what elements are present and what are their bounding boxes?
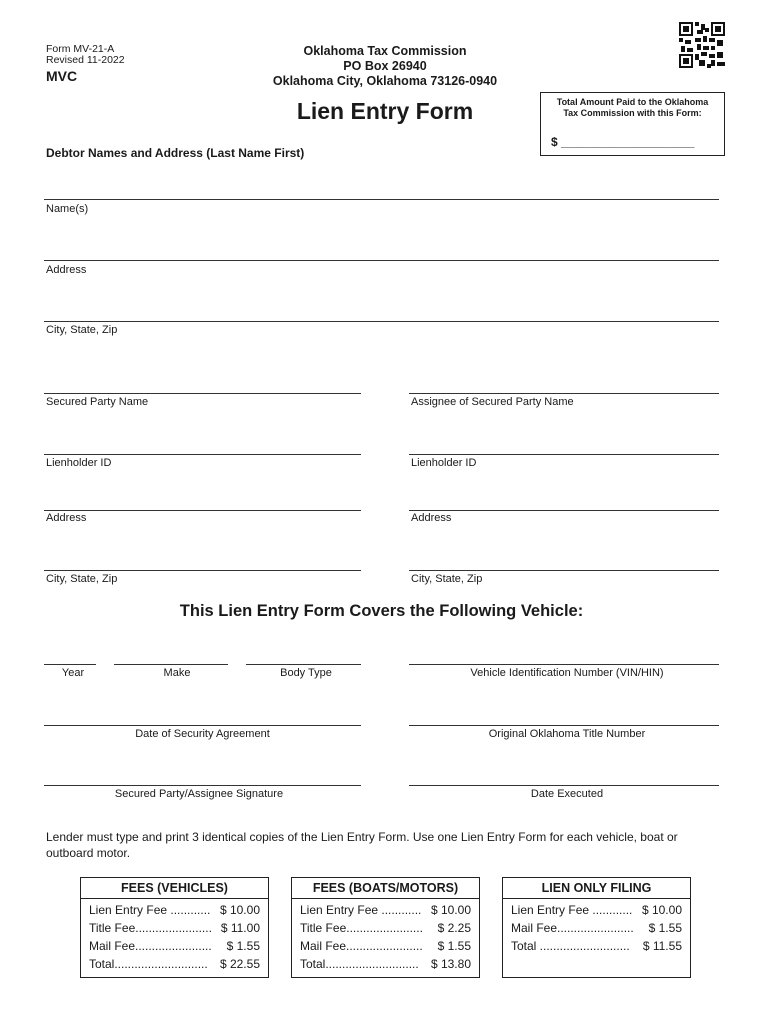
fee-amount: $ 10.00 <box>219 903 260 917</box>
fee-label: Total ........................... <box>511 939 630 953</box>
fee-row <box>292 955 479 973</box>
assignee-city-label: City, State, Zip <box>411 573 483 585</box>
fee-row <box>292 937 479 955</box>
fee-row <box>292 901 479 919</box>
city-line: Oklahoma City, Oklahoma 73126-0940 <box>272 74 498 88</box>
assignee-lienholder-label: Lienholder ID <box>411 457 477 469</box>
date-executed-line[interactable] <box>409 785 719 786</box>
fee-amount: $ 2.25 <box>437 921 471 935</box>
form-id <box>46 44 125 66</box>
security-date-label: Date of Security Agreement <box>135 728 270 740</box>
amount-label-line2: Tax Commission with this Form: <box>563 108 702 118</box>
assignee-name-label: Assignee of Secured Party Name <box>411 396 574 408</box>
debtor-names-label: Name(s) <box>46 203 89 215</box>
fee-amount: $ 10.00 <box>430 903 471 917</box>
fee-row <box>81 955 268 973</box>
fee-amount: $ 1.55 <box>226 939 260 953</box>
fee-label: Lien Entry Fee ............ <box>511 903 633 917</box>
assignee-address-label: Address <box>411 512 452 524</box>
security-date-line[interactable] <box>44 725 361 726</box>
fees-lien-only-title: LIEN ONLY FILING <box>503 878 690 899</box>
fee-label: Title Fee....................... <box>89 921 212 935</box>
fee-amount: $ 11.55 <box>642 939 682 953</box>
secured-lienholder-line[interactable] <box>44 454 361 455</box>
year-line[interactable] <box>44 664 96 665</box>
amount-label-line1: Total Amount Paid to the Oklahoma <box>556 97 709 107</box>
division-code: MVC <box>46 68 78 84</box>
instructions-line1: Lender must type and print 3 identical copies of the Lien Entry Form. Use one Lien Entry Form for each vehicle, boat or <box>46 830 678 844</box>
assignee-lienholder-line[interactable] <box>409 454 719 455</box>
fee-amount: $ 1.55 <box>437 939 471 953</box>
vin-label: Vehicle Identification Number (VIN/HIN) <box>470 667 664 679</box>
body-type-line[interactable] <box>246 664 361 665</box>
instructions-line2: outboard motor. <box>46 846 131 860</box>
fee-amount: $ 13.80 <box>430 957 471 971</box>
assignee-city-line[interactable] <box>409 570 719 571</box>
fees-boats-box <box>291 877 480 978</box>
fee-label: Title Fee....................... <box>300 921 423 935</box>
vehicle-heading: This Lien Entry Form Covers the Following Vehicle: <box>179 602 584 620</box>
fee-row <box>292 919 479 937</box>
year-label: Year <box>61 667 85 679</box>
fee-row <box>81 901 268 919</box>
fee-amount: $ 11.00 <box>220 921 260 935</box>
fee-amount: $ 1.55 <box>648 921 682 935</box>
po-box: PO Box 26940 <box>343 59 427 73</box>
secured-address-label: Address <box>46 512 87 524</box>
signature-label: Secured Party/Assignee Signature <box>114 788 284 800</box>
vin-line[interactable] <box>409 664 719 665</box>
title-number-line[interactable] <box>409 725 719 726</box>
debtor-names-line[interactable] <box>44 199 719 200</box>
fee-label: Mail Fee....................... <box>511 921 634 935</box>
fee-amount: $ 10.00 <box>641 903 682 917</box>
fee-row <box>81 937 268 955</box>
revised-date: Revised 11-2022 <box>46 54 125 66</box>
debtor-city-line[interactable] <box>44 321 719 322</box>
fee-row <box>81 919 268 937</box>
fee-amount: $ 22.55 <box>219 957 260 971</box>
secured-lienholder-label: Lienholder ID <box>46 457 112 469</box>
agency-name: Oklahoma Tax Commission <box>303 44 467 58</box>
fee-label: Lien Entry Fee ............ <box>300 903 422 917</box>
instructions <box>46 829 726 861</box>
secured-party-name-label: Secured Party Name <box>46 396 149 408</box>
amount-box-label <box>541 93 724 119</box>
fee-label: Lien Entry Fee ............ <box>89 903 211 917</box>
fees-vehicles-title: FEES (VEHICLES) <box>81 878 268 899</box>
make-line[interactable] <box>114 664 228 665</box>
page-title: Lien Entry Form <box>296 98 474 124</box>
fee-row <box>503 901 690 919</box>
secured-address-line[interactable] <box>44 510 361 511</box>
fee-label: Mail Fee....................... <box>89 939 212 953</box>
signature-line[interactable] <box>44 785 361 786</box>
fee-label: Total............................ <box>89 957 208 971</box>
fee-row <box>503 937 690 955</box>
agency-address <box>235 44 535 89</box>
fees-boats-title: FEES (BOATS/MOTORS) <box>292 878 479 899</box>
assignee-name-line[interactable] <box>409 393 719 394</box>
fee-label: Total............................ <box>300 957 419 971</box>
date-executed-label: Date Executed <box>530 788 604 800</box>
total-amount-field[interactable]: $ ____________________ <box>551 135 695 149</box>
fees-lien-only-box <box>502 877 691 978</box>
debtor-address-label: Address <box>46 264 87 276</box>
assignee-address-line[interactable] <box>409 510 719 511</box>
secured-party-name-line[interactable] <box>44 393 361 394</box>
debtor-address-line[interactable] <box>44 260 719 261</box>
secured-city-label: City, State, Zip <box>46 573 118 585</box>
fee-label: Mail Fee....................... <box>300 939 423 953</box>
make-label: Make <box>163 667 191 679</box>
title-number-label: Original Oklahoma Title Number <box>488 728 646 740</box>
form-number: Form MV-21-A <box>46 43 115 55</box>
secured-city-line[interactable] <box>44 570 361 571</box>
fee-row <box>503 919 690 937</box>
body-type-label: Body Type <box>280 667 332 679</box>
fees-vehicles-box <box>80 877 269 978</box>
qr-code-icon <box>679 22 725 68</box>
total-amount-box <box>540 92 725 156</box>
debtor-city-label: City, State, Zip <box>46 324 118 336</box>
debtor-heading: Debtor Names and Address (Last Name First) <box>46 146 305 160</box>
